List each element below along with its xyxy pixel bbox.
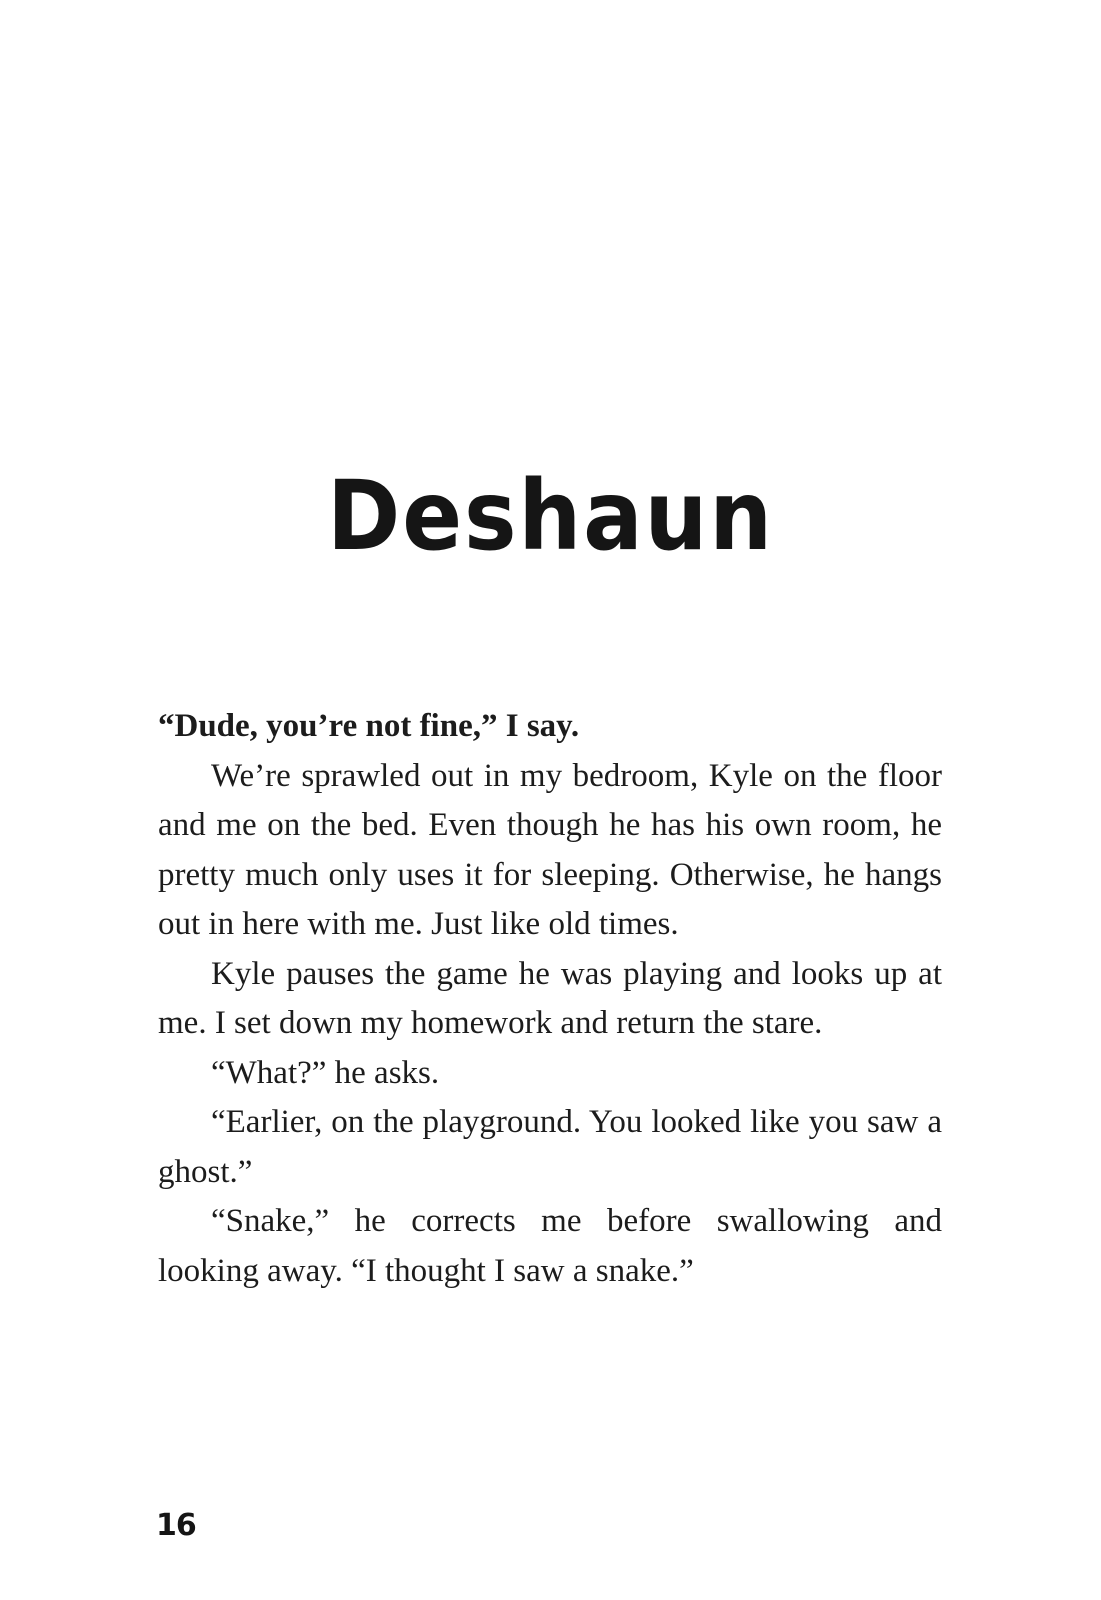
paragraph: We’re sprawled out in my bedroom, Kyle on the floor and me on the bed. Even though he has his own room, he pretty much only uses it for sleeping. Otherwise, he hangs out in here with me. Just like old times. [158,757,942,942]
paragraph-opening: “Dude, you’re not fine,” I say. [158,708,580,744]
paragraph: “Earlier, on the playground. You looked like you saw a ghost.” [158,1104,942,1190]
page-number: 16 [156,1508,196,1543]
chapter-body [158,702,942,1296]
paragraph: “Snake,” he corrects me before swallowing and looking away. “I thought I saw a snake.” [158,1203,942,1289]
paragraph: “What?” he asks. [211,1054,440,1091]
paragraph: Kyle pauses the game he was playing and looks up at me. I set down my homework and return the stare. [158,955,942,1041]
chapter-title: Deshaun [327,460,774,572]
